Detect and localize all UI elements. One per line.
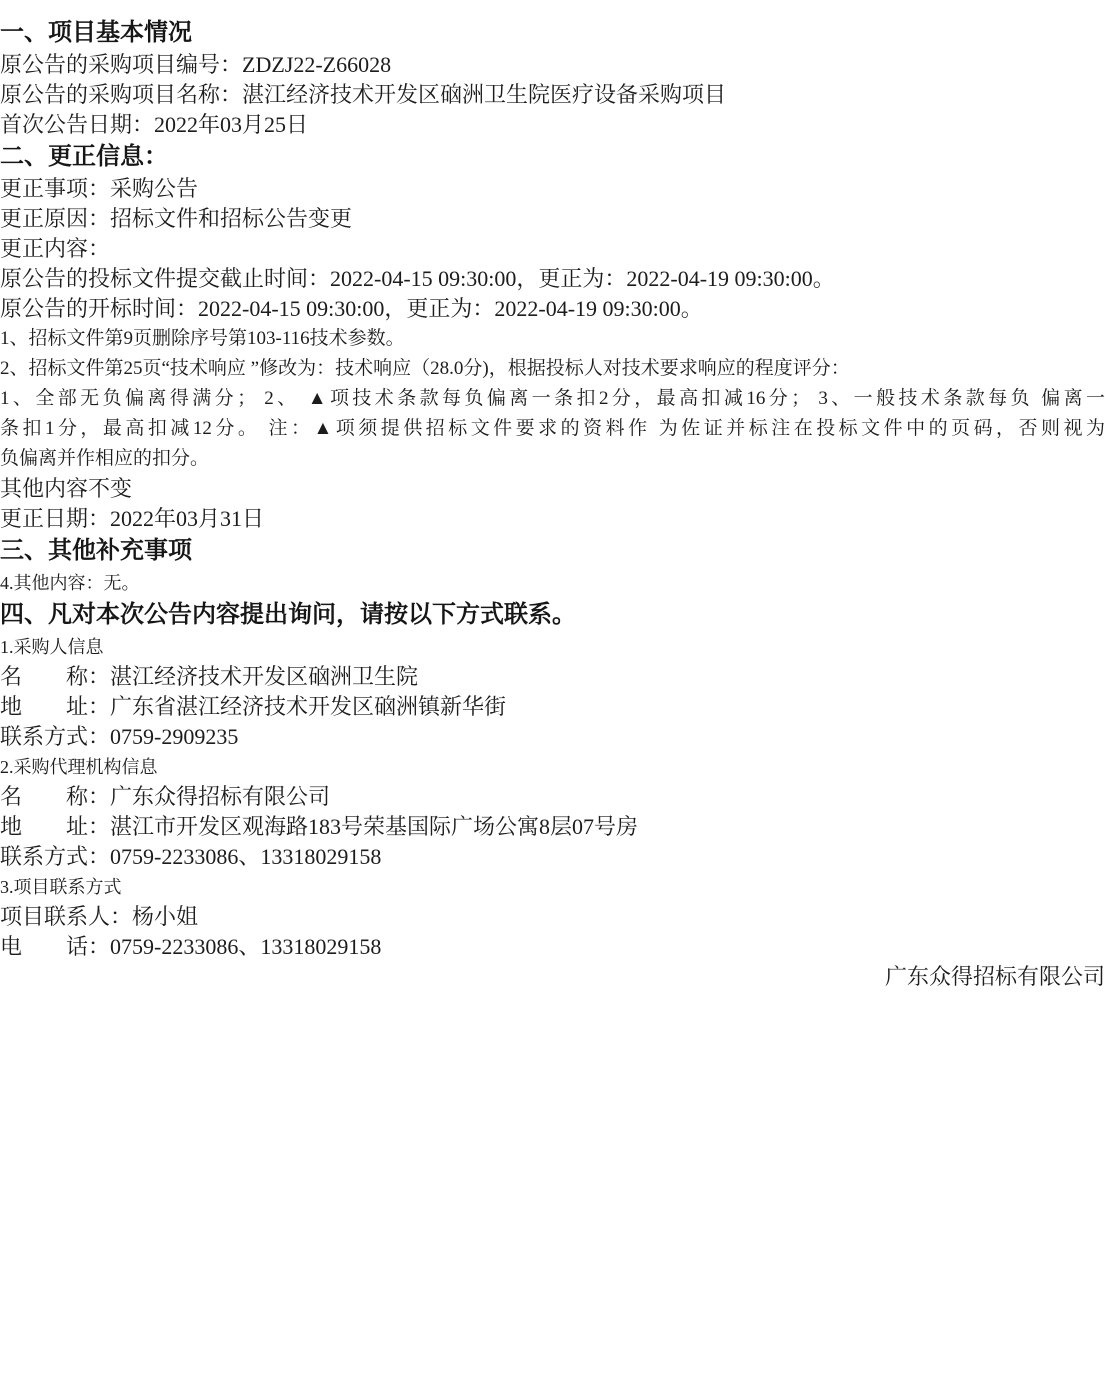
submission-deadline-change: 原公告的投标文件提交截止时间：2022-04-15 09:30:00，更正为：2022-04-19 09:30:00。 xyxy=(0,266,835,291)
section3-heading: 三、其他补充事项 xyxy=(0,538,192,564)
footer-company-signature: 广东众得招标有限公司 xyxy=(884,964,1105,989)
section2-heading: 二、更正信息： xyxy=(0,144,168,170)
bid-opening-time-change: 原公告的开标时间：2022-04-15 09:30:00，更正为：2022-04-19 09:30:00。 xyxy=(0,296,703,321)
purchaser-name: 名 称：湛江经济技术开发区硇洲卫生院 xyxy=(0,664,419,689)
project-contact-phone: 电 话：0759-2233086、13318029158 xyxy=(0,934,382,959)
section1-heading: 一、项目基本情况 xyxy=(0,20,192,46)
correction-date: 更正日期：2022年03月31日 xyxy=(0,506,265,531)
correction-content-label: 更正内容： xyxy=(0,236,111,261)
original-project-name: 原公告的采购项目名称：湛江经济技术开发区硇洲卫生院医疗设备采购项目 xyxy=(0,82,727,107)
purchaser-info-title: 1.采购人信息 xyxy=(0,637,104,657)
purchaser-contact: 联系方式：0759-2909235 xyxy=(0,724,239,749)
other-supplementary-content: 4.其他内容：无。 xyxy=(0,573,140,593)
correction-detail-2: 2、招标文件第25页“技术响应 ”修改为：技术响应（28.0分)，根据投标人对技术要求响应的程度评分： xyxy=(0,358,850,379)
first-announcement-date: 首次公告日期：2022年03月25日 xyxy=(0,112,309,137)
correction-detail-2-continuation-1: 1、全部无负偏离得满分； 2、 ▲项技术条款每负偏离一条扣2分，最高扣减16分； 3、一般技术条款每负 偏离一 xyxy=(0,388,1105,409)
project-contact-person: 项目联系人：杨小姐 xyxy=(0,904,199,929)
other-content-unchanged: 其他内容不变 xyxy=(0,476,133,501)
agency-address: 地 址：湛江市开发区观海路183号荣基国际广场公寓8层07号房 xyxy=(0,814,639,839)
correction-reason: 更正原因：招标文件和招标公告变更 xyxy=(0,206,353,231)
correction-detail-2-continuation-2: 条扣1分，最高扣减12分。 注：▲项须提供招标文件要求的资料作 为佐证并标注在投标文件中的页码，否则视为 xyxy=(0,418,1105,439)
agency-contact: 联系方式：0759-2233086、13318029158 xyxy=(0,844,382,869)
original-project-number: 原公告的采购项目编号：ZDZJ22-Z66028 xyxy=(0,52,392,77)
project-contact-title: 3.项目联系方式 xyxy=(0,877,122,897)
section4-heading: 四、凡对本次公告内容提出询问，请按以下方式联系。 xyxy=(0,602,576,628)
correction-detail-1: 1、招标文件第9页删除序号第103-116技术参数。 xyxy=(0,328,405,349)
correction-item: 更正事项：采购公告 xyxy=(0,176,199,201)
agency-info-title: 2.采购代理机构信息 xyxy=(0,757,158,777)
agency-name: 名 称：广东众得招标有限公司 xyxy=(0,784,331,809)
correction-detail-2-continuation-3: 负偏离并作相应的扣分。 xyxy=(0,448,210,469)
purchaser-address: 地 址：广东省湛江经济技术开发区硇洲镇新华街 xyxy=(0,694,507,719)
